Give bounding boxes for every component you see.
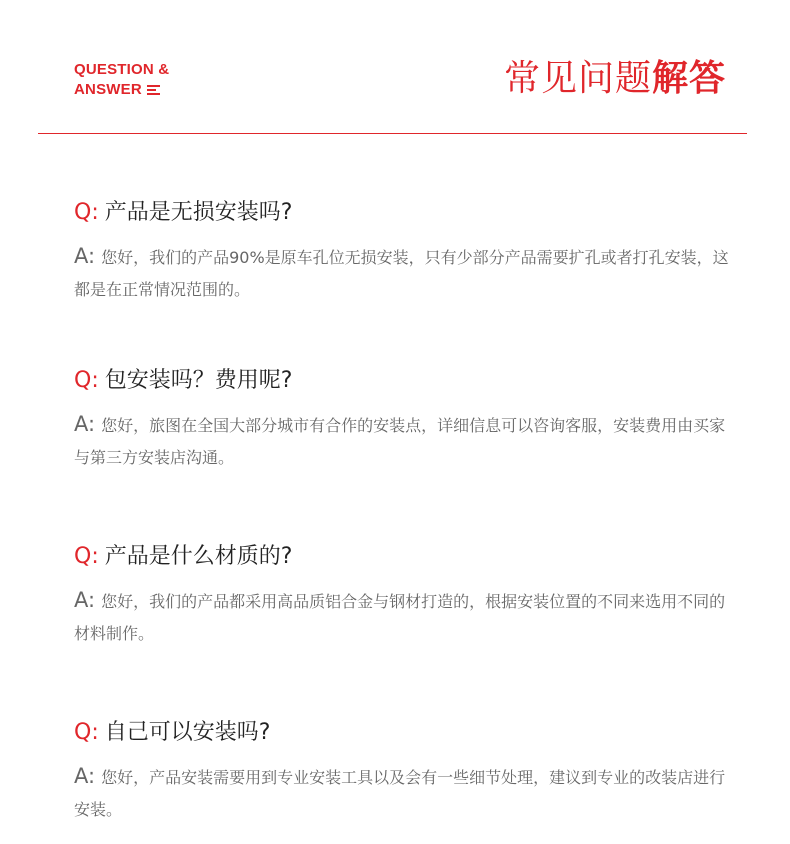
answer-block: [74, 408, 734, 474]
qa-item-3: [74, 542, 734, 650]
menu-lines-icon: [147, 85, 160, 95]
question-row: [74, 366, 734, 396]
question-row: [74, 198, 734, 228]
answer-text: 您好，旅图在全国大部分城市有合作的安装点，详细信息可以咨询客服，安装费用由买家与第三方安装店沟通。: [74, 416, 726, 467]
qa-item-1: [74, 198, 734, 306]
answer-text: 您好，产品安装需要用到专业安装工具以及会有一些细节处理，建议到专业的改装店进行安装。: [74, 768, 726, 819]
answer-block: [74, 240, 734, 306]
question-text: 产品是什么材质的?: [104, 544, 293, 569]
question-row: [74, 542, 734, 572]
question-mark-label: Q:: [74, 544, 99, 569]
answer-mark-label: A:: [74, 244, 96, 268]
answer-block: [74, 584, 734, 650]
page-title-bold: 解答: [651, 58, 726, 99]
header-en-line2: ANSWER: [74, 81, 142, 98]
header-divider: [38, 133, 747, 134]
header-en-line1: QUESTION &: [74, 61, 170, 78]
qa-item-4: [74, 718, 734, 826]
answer-text: 您好，我们的产品90%是原车孔位无损安装，只有少部分产品需要扩孔或者打孔安装，这都是在正常情况范围的。: [74, 248, 729, 299]
answer-text: 您好，我们的产品都采用高品质铝合金与钢材打造的，根据安装位置的不同来选用不同的材料制作。: [74, 592, 726, 643]
header-en-line2-row: [74, 80, 169, 100]
page-title-light: 常见问题: [503, 58, 652, 99]
question-text: 包安装吗？费用呢?: [104, 368, 293, 393]
answer-block: [74, 760, 734, 826]
question-text: 自己可以安装吗?: [104, 720, 271, 745]
question-text: 产品是无损安装吗?: [104, 200, 293, 225]
answer-mark-label: A:: [74, 764, 96, 788]
answer-mark-label: A:: [74, 588, 96, 612]
question-row: [74, 718, 734, 748]
question-mark-label: Q:: [74, 720, 99, 745]
question-mark-label: Q:: [74, 368, 99, 393]
header-english-label: [74, 60, 169, 100]
qa-item-2: [74, 366, 734, 474]
page-title: [504, 56, 726, 102]
answer-mark-label: A:: [74, 412, 96, 436]
question-mark-label: Q:: [74, 200, 99, 225]
